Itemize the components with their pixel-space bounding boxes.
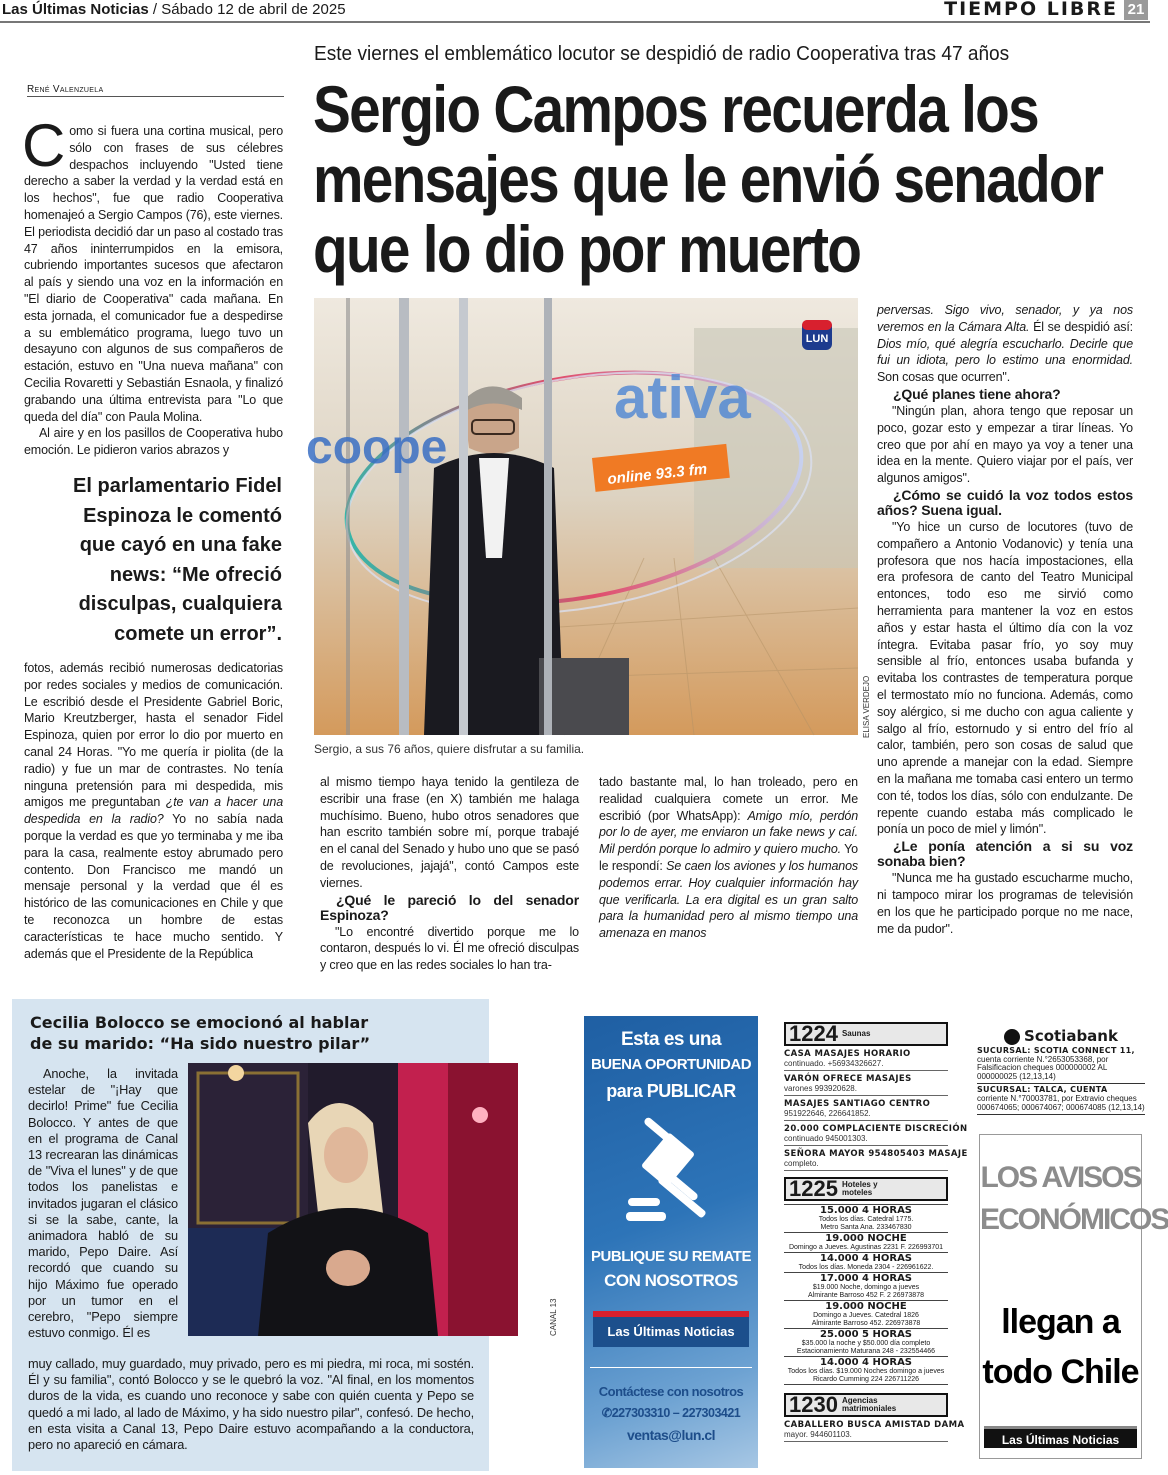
article-photo	[306, 298, 858, 735]
italic-quote: Se caen los aviones y los humanos podemos errar. Hoy cualquier información hay que verificarla. La era digital es un gran salto para la humanidad pero al mismo tiempo una amenaza en manos	[599, 858, 859, 941]
phone-numbers: 227303310 – 227303421	[611, 1406, 741, 1420]
ad-line: para PUBLICAR	[606, 1081, 736, 1101]
ad-text: continuado 945001303.	[784, 1134, 868, 1143]
italic-quote: perversas. Sigo vivo, senador, y ya nos veremos en la Cámara Alta.	[877, 303, 1133, 334]
phone-icon: ✆	[601, 1406, 612, 1420]
headline	[313, 74, 1102, 284]
sidebar-photo	[188, 1063, 518, 1336]
ad-title: 25.000 5 HORAS	[819, 1329, 913, 1340]
entry-title: SUCURSAL: SCOTIA CONNECT 11,	[977, 1046, 1135, 1055]
ad-text: $19.000 Noche, domingo a jueves	[812, 1284, 920, 1291]
classified-ad	[784, 1205, 948, 1233]
scotiabank-notice	[977, 1027, 1145, 1115]
photo-illustration	[188, 1063, 518, 1336]
text-run: Él se despidió así:	[1029, 319, 1134, 334]
ad-text: varones 993920628.	[784, 1084, 857, 1093]
ad-contact-label: Contáctese con nosotros	[598, 1384, 744, 1399]
ad-line: llegan a	[1001, 1303, 1120, 1341]
ad-line: ECONÓMICOS	[980, 1203, 1168, 1236]
category-number: 1224	[789, 1021, 838, 1046]
entry-text: cuenta corriente N.°2653053368, por Falsificacion cheques 000000002 AL 000000025 (12,13,14)	[977, 1054, 1109, 1081]
sidebar-story-full-text	[28, 1356, 474, 1453]
scotiabank-entries	[977, 1045, 1145, 1115]
ad-text: Todos los días. Catedral 1775.	[818, 1216, 914, 1223]
ad-title: 19.000 NOCHE	[825, 1301, 907, 1312]
text-run: Son cosas que ocurren".	[877, 370, 1011, 385]
paragraph: "Lo encontré divertido porque me lo contaron, después lo vi. Él me ofreció disculpas y creo que en las redes sociales lo han tra-	[320, 924, 579, 973]
classified-ad	[784, 1273, 948, 1301]
classified-ad	[784, 1046, 948, 1071]
category-number: 1225	[789, 1176, 838, 1201]
sign-text-right: ativa	[614, 364, 751, 431]
italic-quote: ¿te van a hacer una despedida en la radio?	[24, 795, 283, 827]
article-column-4	[877, 302, 1133, 937]
headline-line: Sergio Campos recuerda los	[313, 72, 1038, 146]
ad-text: Ricardo Cumming 224 226711226	[812, 1376, 920, 1383]
paragraph: "Yo hice un curso de locutores (tuvo de compañero a Antonio Vodanovic) y tenía una profesora que nos hacía impostaciones, ella era profesora de canto del Teatro Municipal entonces, todo eso me sirvió como herramienta para mantener la voz en estos años y estar hasta el último día con la voz íntegra. Evitaba pasar frío, yo soy muy sensible al frío, entonces usaba bufanda y evitaba los contrastes de temperatura porque el termostato mío no funciona. Además, como soy alérgico, si me ducho con agua caliente y salgo al frío, estornudo y si entro del frío al calor, también, pero son cosas de salud que uno aprende a manejar con la edad. Siempre en la mañana me tomaba casi entero un termo con té, todos los días, sólo con endulzante. De repente cuando estaba más complicado le ponía un poco de miel y limón".	[877, 519, 1133, 837]
ad-text: Almirante Barroso 452. 226973878	[811, 1320, 921, 1327]
paragraph: "Ningún plan, ahora tengo que reposar un poco, gozar esto y empezar a tirar líneas. Yo creo que por ahí en mayo ya voy a tener una idea en la mente. Quiero viajar por el país, ver algunos amigos".	[877, 403, 1133, 486]
classified-ad	[784, 1146, 968, 1171]
classified-ad	[784, 1417, 965, 1442]
ad-text: Almirante Barroso 452 F. 2 26973878	[808, 1292, 924, 1299]
entry-text: corriente N.°70003781, por Extravio cheques 000674065; 000674067; 000674085 (12,13,14)	[977, 1093, 1145, 1112]
paragraph	[24, 660, 283, 962]
ad-phones	[584, 1402, 758, 1424]
lun-badge: LUN	[805, 333, 829, 345]
ad-title: 17.000 4 HORAS	[819, 1273, 913, 1284]
paper-name: Las Últimas Noticias	[2, 1, 149, 18]
ad-title: VARÓN OFRECE MASAJES	[784, 1074, 912, 1084]
article-column-2	[320, 774, 579, 974]
kicker: Este viernes el emblemático locutor se despidió de radio Cooperativa tras 47 años	[314, 42, 1010, 65]
header-rule	[0, 21, 1150, 23]
classified-ad	[784, 1301, 948, 1329]
ad-line: LOS AVISOS	[980, 1161, 1141, 1194]
paragraph: al mismo tiempo haya tenido la gentileza de escribir una frase (en X) también me halaga muchísimo. Bueno, hubo otros senadores que han escrito también sobre mí, porque trabajé en el canal del Senado y hubo uno que se pasó de revoluciones, jajajá", contó Campos este viernes.	[320, 775, 579, 890]
category-header-1224	[784, 1022, 948, 1046]
ad-remate[interactable]	[584, 1016, 758, 1468]
ad-title: CASA MASAJES HORARIO	[784, 1049, 911, 1059]
ad-line: BUENA OPORTUNIDAD	[590, 1056, 752, 1073]
scotiabank-logo	[977, 1027, 1145, 1045]
sidebar-story-wrap-text	[28, 1066, 178, 1341]
italic-quote: Amigo mío, perdón por lo de ayer, me enviaron un fake news y caí. Mil perdón porque lo admiro y quiero mucho.	[599, 808, 858, 857]
photo-credit: ELISA VERDEJO	[862, 675, 871, 738]
article-column-3	[599, 774, 858, 942]
ad-email[interactable]: ventas@lun.cl	[626, 1427, 716, 1443]
ad-line: CON NOSOTROS	[604, 1271, 738, 1290]
ad-text: Domingo a Jueves. Catedral 1826	[813, 1312, 919, 1319]
bank-notice-entry	[977, 1045, 1145, 1084]
title-line: de su marido: “Ha sido nuestro pilar”	[30, 1034, 371, 1053]
ad-title: 19.000 NOCHE	[825, 1233, 907, 1244]
category-label: Saunas	[841, 1028, 871, 1038]
ad-title: 14.000 4 HORAS	[819, 1357, 913, 1368]
classified-ad	[784, 1096, 948, 1121]
category-header-1225	[784, 1177, 948, 1201]
pull-quote: El parlamentario Fidel Espinoza le comentó que cayó en una fake news: “Me ofreció disculpas, cualquiera comete un error”.	[73, 475, 282, 645]
category-label: Agencias matrimoniales	[841, 1395, 897, 1413]
entry-title: SUCURSAL: TALCA, CUENTA	[977, 1085, 1108, 1095]
paragraph: muy callado, muy guardado, muy privado, pero es mi piedra, mi roca, mi sostén. Él y su familia", contó Bolocco y se le quebró la voz. "Al final, en los momentos duros de la vida, es cuando uno reconoce y sabe con quién cuenta y Pepo se quedó a mi lado, al lado de Máximo, y ha sido nuestro pilar", confesó. De hecho, en esta visita a Canal 13, Pepo Daire estuvo acompañando a la conductora, pero no apareció en cámara.	[28, 1356, 474, 1453]
ad-text: $35.000 la noche y $50.000 día completo	[801, 1340, 931, 1347]
category-number: 1230	[789, 1392, 838, 1417]
ad-text: Estacionamiento Maturana 248 - 232554466	[796, 1348, 936, 1355]
page-number: 21	[1124, 0, 1148, 20]
ad-avisos-economicos[interactable]	[979, 1134, 1168, 1459]
photo-caption: Sergio, a sus 76 años, quiere disfrutar a su familia.	[314, 742, 585, 756]
ad-title: SEÑORA MAYOR 954805403 MASAJE	[784, 1149, 968, 1159]
bank-notice-entry	[977, 1084, 1145, 1115]
ad-title: 14.000 4 HORAS	[819, 1253, 913, 1264]
classified-ad	[784, 1329, 948, 1357]
sidebar-story-title	[30, 1012, 370, 1054]
ad-title: 15.000 4 HORAS	[819, 1205, 913, 1216]
title-line: Cecilia Bolocco se emocionó al hablar	[30, 1013, 369, 1032]
ad-text: Todos los días. $19.000 Noches domingo a jueves	[787, 1368, 945, 1375]
article-column-1-top	[22, 112, 283, 459]
ad-brand: Las Últimas Noticias	[593, 1317, 749, 1347]
ad-brand: Las Últimas Noticias	[984, 1426, 1137, 1448]
ad-text: mayor. 944601103.	[784, 1430, 852, 1439]
paragraph: Anoche, la invitada estelar de "¡Hay que decirlo! Prime" fue Cecilia Bolocco. Y antes de que en el programa de Canal 13 recrearan las dinámicas de "Viva el lunes" y de que todos los panelistas e invitados jugaran el clásico si se la sabe, cante, la animadora habló de su marido, Pepo Daire. Así recordó que cuando su hijo Máximo fue operado por un tumor en el cerebro, "Pepo siempre estuvo conmigo. Él es	[28, 1066, 178, 1341]
photo-illustration	[306, 298, 858, 735]
drop-cap: C	[22, 112, 66, 179]
radio-frequency: online 93.3 fm	[606, 460, 708, 488]
article-column-1-bottom	[24, 660, 283, 962]
ad-text: 951922646, 226641852.	[784, 1109, 871, 1118]
text-run: tado bastante mal, lo han troleado, pero en realidad cualquiera comete un error. Me escribió (por WhatsApp):	[599, 775, 858, 823]
scotiabank-s-icon	[1004, 1029, 1020, 1045]
section-name: TIEMPO LIBRE	[944, 0, 1118, 20]
ad-line: todo Chile	[982, 1353, 1139, 1391]
paragraph: "Nunca me ha gustado escucharme mucho, ni tampoco mirar los programas de televisión en los que he participado porque no me nace, me da pudor".	[877, 871, 1133, 936]
paragraph: Al aire y en los pasillos de Cooperativa hubo emoción. Le pidieron varios abrazos y	[24, 426, 283, 458]
interview-question: ¿Qué planes tiene ahora?	[893, 385, 1061, 402]
ad-text: Todos los días. Moneda 2304 - 226961622.	[798, 1264, 934, 1271]
lead-paragraph	[22, 112, 283, 425]
classified-ad	[784, 1253, 948, 1273]
ad-text: continuado. +56934326627.	[784, 1059, 884, 1068]
ad-title: MASAJES SANTIAGO CENTRO	[784, 1099, 931, 1109]
ad-title: CABALLERO BUSCA AMISTAD DAMA	[784, 1420, 965, 1430]
gavel-icon	[626, 1118, 716, 1228]
classified-ad	[784, 1071, 948, 1096]
paragraph	[877, 302, 1133, 386]
byline: René Valenzuela	[27, 84, 284, 97]
classified-ad	[784, 1121, 968, 1146]
ad-line: Esta es una	[620, 1029, 722, 1050]
interview-question: ¿Qué le pareció lo del senador Espinoza?	[320, 891, 579, 923]
sidebar-photo-credit: CANAL 13	[549, 1298, 558, 1336]
interview-question: ¿Cómo se cuidó la voz todos estos años? Suena igual.	[877, 486, 1133, 518]
category-label: Hoteles y moteles	[841, 1179, 878, 1197]
italic-quote: Dios mío, qué alegría escucharlo. Decirle que fui un idiota, pero lo estimo una enormidad.	[877, 336, 1133, 368]
headline-line: que lo dio por muerto	[313, 212, 861, 286]
hoteles-list	[784, 1205, 948, 1385]
text-run: fotos, además recibió numerosas dedicatorias por redes sociales y medios de comunicación. Le escribió desde el Presidente Gabriel Boric, Mario Kreutzberger, hasta el senador Fidel Espinoza, quien por error lo dio por muerto en canal 24 Horas. "Yo me quería ir piolita (de la radio) y fue un mar de contrastes. No tenía ninguna pretensión para mi despedida, mis amigos me preguntaban	[24, 661, 283, 810]
divider	[590, 1367, 752, 1368]
interview-question: ¿Le ponía atención a si su voz sonaba bien?	[877, 838, 1133, 870]
header-separator: /	[148, 1, 162, 18]
ad-text: Domingo a Jueves. Agustinas 2231 F. 226993701	[788, 1244, 944, 1251]
classifieds-column	[784, 1021, 968, 1442]
agencias-list	[784, 1417, 965, 1442]
ad-line: PUBLIQUE SU REMATE	[591, 1248, 751, 1265]
ad-text: Metro Santa Ana. 233467830	[820, 1224, 912, 1231]
saunas-list	[784, 1046, 968, 1171]
headline-line: mensajes que le envió senador	[313, 142, 1103, 216]
category-header-1230	[784, 1393, 948, 1417]
bank-name: Scotiabank	[1024, 1027, 1118, 1045]
text-run: Yo no sabía nada porque la verdad es que yo terminaba y me iba para la casa, realmente estoy abrumado pero contento. Don Francisco me mandó un mensaje personal y la verdad que él es histórico de las comunicaciones en Chile y que te reconozca un hombre de estas características te hace mucho sentido. Y además que el Presidente de la República	[24, 812, 283, 961]
classified-ad	[784, 1233, 948, 1253]
paragraph	[599, 774, 858, 942]
lead-text: omo si fuera una cortina musical, pero sólo con frases de sus célebres despachos incluyendo "Usted tiene derecho a saber la verdad y la verdad está en los hechos", fue que radio Cooperativa homenajeó a Sergio Campos (76), este viernes. El periodista decidió dar un paso al costado tras 47 años ininterrumpidos en la emisora, cubriendo importantes sucesos que afectaron al país y siendo una voz en la información en "El diario de Cooperativa" cada mañana. En esta jornada, el comunicador fue a despedirse a su emblemático programa, luego tuvo un desayuno con algunos de sus compañeros de estación, estuvo en "Una nueva mañana" con Cecilia Rovaretti y Sebastián Esnaola, y finalizó grabando una última entrevista para "Lo que queda del día" con Paula Molina.	[24, 124, 283, 424]
classified-ad	[784, 1357, 948, 1385]
text-run: Yo le respondí:	[599, 842, 858, 873]
running-header	[2, 1, 346, 18]
issue-date: Sábado 12 de abril de 2025	[161, 1, 346, 18]
sign-text-left: coope	[306, 421, 448, 474]
ad-title: 20.000 COMPLACIENTE DISCRECIÓN	[784, 1124, 968, 1134]
ad-text: completo.	[784, 1159, 819, 1168]
